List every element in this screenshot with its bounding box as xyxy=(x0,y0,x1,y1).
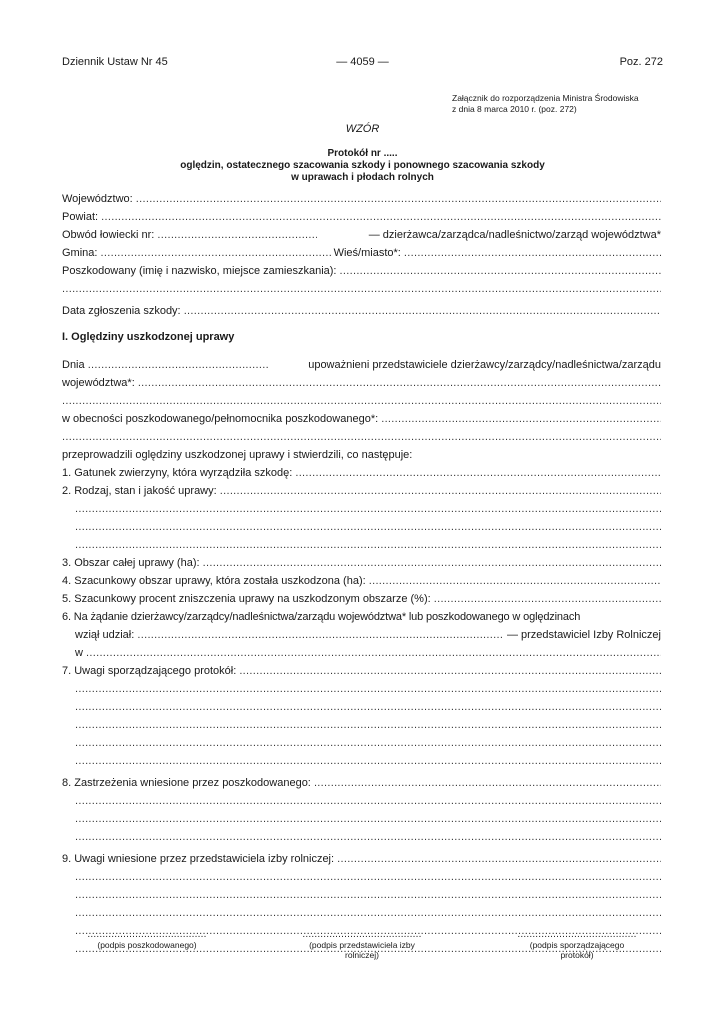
blank-line xyxy=(62,719,661,737)
blank-line xyxy=(62,907,661,925)
fill-line[interactable] xyxy=(75,521,661,533)
signature-izba-rolnicza: ........................................ (podpis przedstawiciela izby rolniczej) xyxy=(302,929,422,960)
fill-line[interactable] xyxy=(75,737,661,749)
blank-line xyxy=(62,503,661,521)
template-label: WZÓR xyxy=(345,123,380,135)
fill-line[interactable] xyxy=(75,907,661,919)
blank-line xyxy=(62,831,661,849)
signature-poszkodowany: ........................................ (podpis poszkodowanego) xyxy=(87,929,207,950)
blank-line xyxy=(62,813,661,831)
section-heading: I. Oględziny uszkodzonej uprawy xyxy=(62,331,235,343)
annex-note xyxy=(452,93,639,114)
field-gmina-wies: Gmina: ..... Wieś/miasto*: ..... xyxy=(62,247,661,265)
field-w-obecnosci: w obecności poszkodowanego/pełnomocnika poszkodowanego*: ..... xyxy=(62,413,661,431)
item-6-line-2: wziął udział: ..... — przedstawiciel Izby Rolniczej xyxy=(62,629,661,647)
fill-line[interactable] xyxy=(75,889,661,901)
fill-line[interactable] xyxy=(369,575,661,587)
title-line-2: oględzin, ostatecznego szacowania szkody i ponownego szacowania szkody xyxy=(180,160,545,171)
fill-line[interactable] xyxy=(295,467,661,479)
fill-line[interactable] xyxy=(157,229,317,241)
blank-line xyxy=(62,431,661,449)
fill-line[interactable] xyxy=(337,853,661,865)
item-6-line-1: 6. Na żądanie dzierżawcy/zarządcy/nadleśnictwa/zarządu województwa* lub poszkodowanego w oględzinach xyxy=(62,611,581,623)
fill-line[interactable] xyxy=(101,247,331,259)
item-3: 3. Obszar całej uprawy (ha): ..... xyxy=(62,557,661,575)
item-1: 1. Gatunek zwierzyny, która wyrządziła szkodę: ..... xyxy=(62,467,661,485)
title-line-3: w uprawach i płodach rolnych xyxy=(291,172,434,183)
journal-name: Dziennik Ustaw Nr 45 xyxy=(62,56,168,68)
blank-line xyxy=(62,521,661,539)
item-4: 4. Szacunkowy obszar uprawy, która została uszkodzona (ha): ..... xyxy=(62,575,661,593)
fill-line[interactable] xyxy=(381,413,661,425)
fill-line[interactable] xyxy=(75,503,661,515)
blank-line xyxy=(62,737,661,755)
blank-line xyxy=(62,889,661,907)
fill-line[interactable] xyxy=(75,539,661,551)
page-header xyxy=(62,56,663,72)
fill-line[interactable] xyxy=(75,719,661,731)
field-powiat: Powiat: ..... xyxy=(62,211,661,229)
blank-line xyxy=(62,283,661,301)
item-8: 8. Zastrzeżenia wniesione przez poszkodowanego: ..... xyxy=(62,777,661,795)
fill-line[interactable] xyxy=(62,431,661,443)
fill-line[interactable] xyxy=(184,305,661,317)
page-number: — 4059 — xyxy=(336,56,389,68)
fill-line[interactable] xyxy=(75,871,661,883)
fill-line[interactable] xyxy=(434,593,661,605)
fill-line[interactable] xyxy=(314,777,661,789)
field-poszkodowany: Poszkodowany (imię i nazwisko, miejsce zamieszkania): ..... xyxy=(62,265,661,283)
fill-line[interactable] xyxy=(137,629,504,641)
fill-line[interactable] xyxy=(340,265,661,277)
fill-line[interactable] xyxy=(75,683,661,695)
fill-line[interactable] xyxy=(75,813,661,825)
field-wojewodztwo: Województwo: ..... xyxy=(62,193,661,211)
fill-line[interactable] xyxy=(62,395,661,407)
field-data-zgloszenia: Data zgłoszenia szkody: ..... xyxy=(62,305,661,323)
item-7: 7. Uwagi sporządzającego protokół: ..... xyxy=(62,665,661,683)
fill-line[interactable] xyxy=(62,283,661,295)
blank-line xyxy=(62,539,661,557)
fill-line[interactable] xyxy=(404,247,661,259)
blank-line xyxy=(62,395,661,413)
signatures-block xyxy=(62,930,661,970)
annex-line-1: Załącznik do rozporządzenia Ministra Środowiska xyxy=(452,93,639,103)
field-dnia: Dnia ..... upoważnieni przedstawiciele dzierżawcy/zarządcy/nadleśnictwa/zarządu xyxy=(62,359,661,377)
blank-line xyxy=(62,683,661,701)
field-obwod: Obwód łowiecki nr: ..... — dzierżawca/zarządca/nadleśnictwo/zarząd województwa* xyxy=(62,229,661,247)
document-title xyxy=(62,148,663,184)
fill-line[interactable] xyxy=(88,359,268,371)
przeprowadzili-text: przeprowadzili oględziny uszkodzonej uprawy i stwierdzili, co następuje: xyxy=(62,449,413,461)
blank-line xyxy=(62,701,661,719)
fill-line[interactable] xyxy=(239,665,661,677)
fill-line[interactable] xyxy=(75,755,661,767)
fill-line[interactable] xyxy=(75,701,661,713)
fill-line[interactable] xyxy=(101,211,661,223)
item-5: 5. Szacunkowy procent zniszczenia uprawy na uszkodzonym obszarze (%): ..... xyxy=(62,593,661,611)
blank-line xyxy=(62,871,661,889)
position-number: Poz. 272 xyxy=(619,56,663,68)
item-6-line-3: w ..... xyxy=(62,647,661,665)
fill-line[interactable] xyxy=(220,485,661,497)
form-body xyxy=(62,193,661,961)
fill-line[interactable] xyxy=(138,377,661,389)
fill-line[interactable] xyxy=(203,557,661,569)
item-2: 2. Rodzaj, stan i jakość uprawy: ..... xyxy=(62,485,661,503)
fill-line[interactable] xyxy=(136,193,661,205)
title-line-1: Protokół nr ..... xyxy=(327,148,398,159)
fill-line[interactable] xyxy=(86,647,661,659)
fill-line[interactable] xyxy=(75,795,661,807)
blank-line xyxy=(62,755,661,773)
annex-line-2: z dnia 8 marca 2010 r. (poz. 272) xyxy=(452,103,577,114)
field-wojewodztwa: województwa*: ..... xyxy=(62,377,661,395)
fill-line[interactable] xyxy=(75,831,661,843)
item-9: 9. Uwagi wniesione przez przedstawiciela izby rolniczej: ..... xyxy=(62,853,661,871)
signature-sporzadzajacy: ........................................ (podpis sporządzającego protokół) xyxy=(517,929,637,960)
blank-line xyxy=(62,795,661,813)
